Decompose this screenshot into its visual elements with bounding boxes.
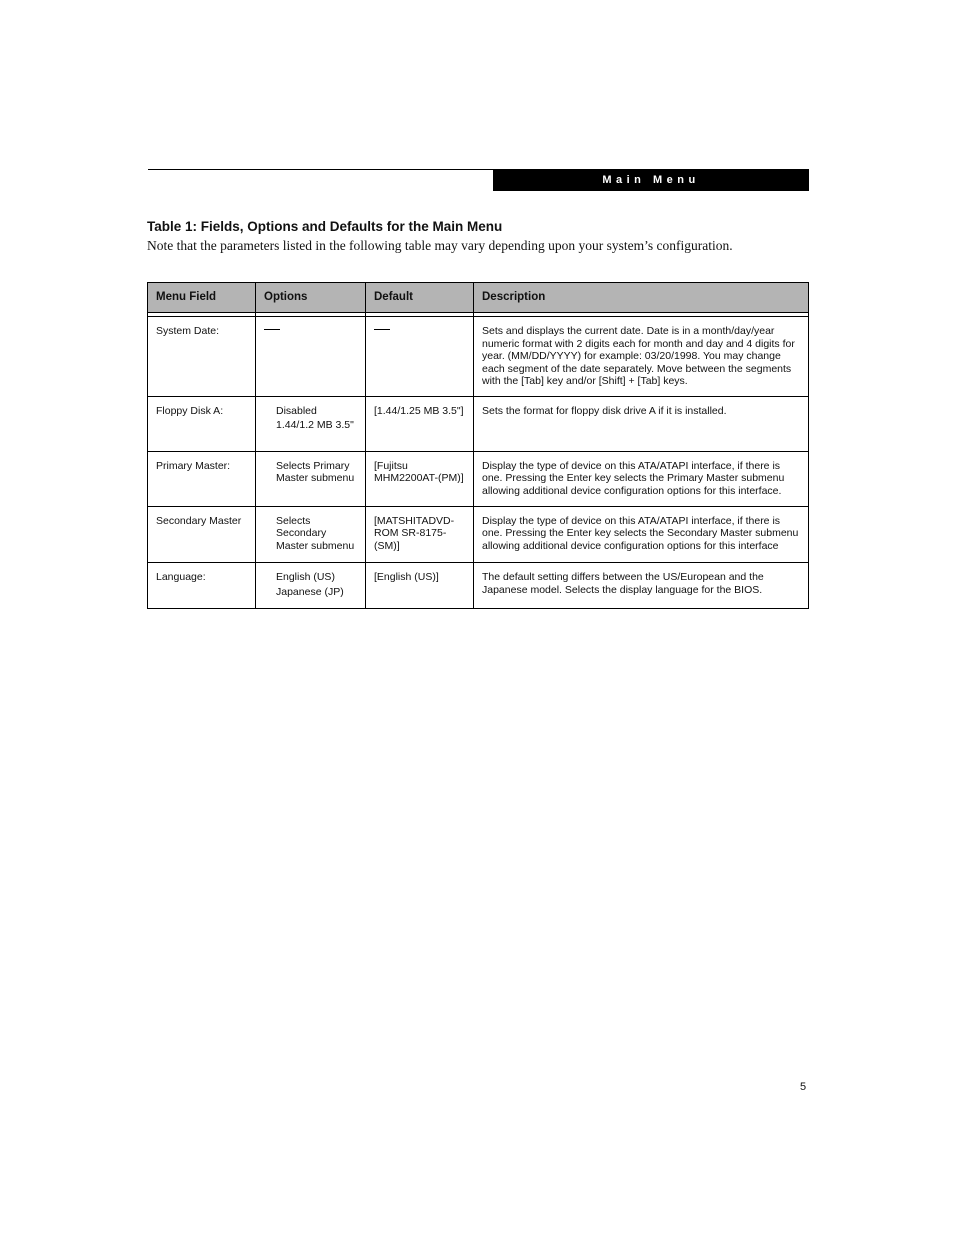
cell-field: Primary Master: xyxy=(148,451,256,506)
column-header-options: Options xyxy=(256,283,366,313)
option-item: Selects Secondary Master submenu xyxy=(276,514,355,552)
cell-field: Language: xyxy=(148,563,256,609)
column-header-description: Description xyxy=(474,283,809,313)
cell-options xyxy=(256,506,366,563)
table-row xyxy=(148,563,809,609)
option-item: Disabled xyxy=(276,404,317,417)
cell-description: The default setting differs between the US/European and the Japanese model. Selects the display language for the BIOS. xyxy=(474,563,809,609)
cell-description: Sets and displays the current date. Date is in a month/day/year numeric format with 2 digits each for month and day and 4 digits for year. (MM/DD/YYYY) for example: 03/20/1998. You may change each segment of the date separately. Move between the segments with the [Tab] key and/or [Shift] + [Tab] keys. xyxy=(474,317,809,397)
main-menu-table xyxy=(147,282,809,609)
cell-default: [English (US)] xyxy=(366,563,474,609)
cell-description: Display the type of device on this ATA/ATAPI interface, if there is one. Pressing the Enter key selects the Primary Master submenu allowing additional device configuration options for this interface. xyxy=(474,451,809,506)
cell-field: System Date: xyxy=(148,317,256,397)
table-row xyxy=(148,317,809,397)
cell-default xyxy=(366,317,474,397)
cell-options xyxy=(256,396,366,451)
dash-placeholder xyxy=(374,329,390,330)
cell-default: [Fujitsu MHM2200AT-(PM)] xyxy=(366,451,474,506)
column-header-menu-field: Menu Field xyxy=(148,283,256,313)
cell-description: Display the type of device on this ATA/ATAPI interface, if there is one. Pressing the Enter key selects the Secondary Master submenu allowing additional device configuration options for this interface xyxy=(474,506,809,563)
cell-options xyxy=(256,451,366,506)
dash-placeholder xyxy=(264,329,280,330)
option-item: Japanese (JP) xyxy=(276,585,344,598)
table-title: Table 1: Fields, Options and Defaults for the Main Menu xyxy=(147,219,503,234)
table-row xyxy=(148,396,809,451)
option-item: Selects Primary Master submenu xyxy=(276,459,355,484)
page-number: 5 xyxy=(800,1081,807,1093)
header-rule xyxy=(148,169,493,170)
cell-field: Floppy Disk A: xyxy=(148,396,256,451)
table-note: Note that the parameters listed in the following table may vary depending upon your system’s configuration. xyxy=(147,238,733,253)
section-header: Main Menu xyxy=(493,169,809,191)
cell-options xyxy=(256,563,366,609)
column-header-default: Default xyxy=(366,283,474,313)
table-header-row xyxy=(148,283,809,313)
table-row xyxy=(148,506,809,563)
cell-field: Secondary Master xyxy=(148,506,256,563)
option-item: English (US) xyxy=(276,571,335,583)
cell-default: [1.44/1.25 MB 3.5"] xyxy=(366,396,474,451)
option-item: 1.44/1.2 MB 3.5" xyxy=(276,419,354,431)
cell-description: Sets the format for floppy disk drive A if it is installed. xyxy=(474,396,809,451)
cell-default: [MATSHITADVD-ROM SR-8175-(SM)] xyxy=(366,506,474,563)
cell-options xyxy=(256,317,366,397)
table-row xyxy=(148,451,809,506)
